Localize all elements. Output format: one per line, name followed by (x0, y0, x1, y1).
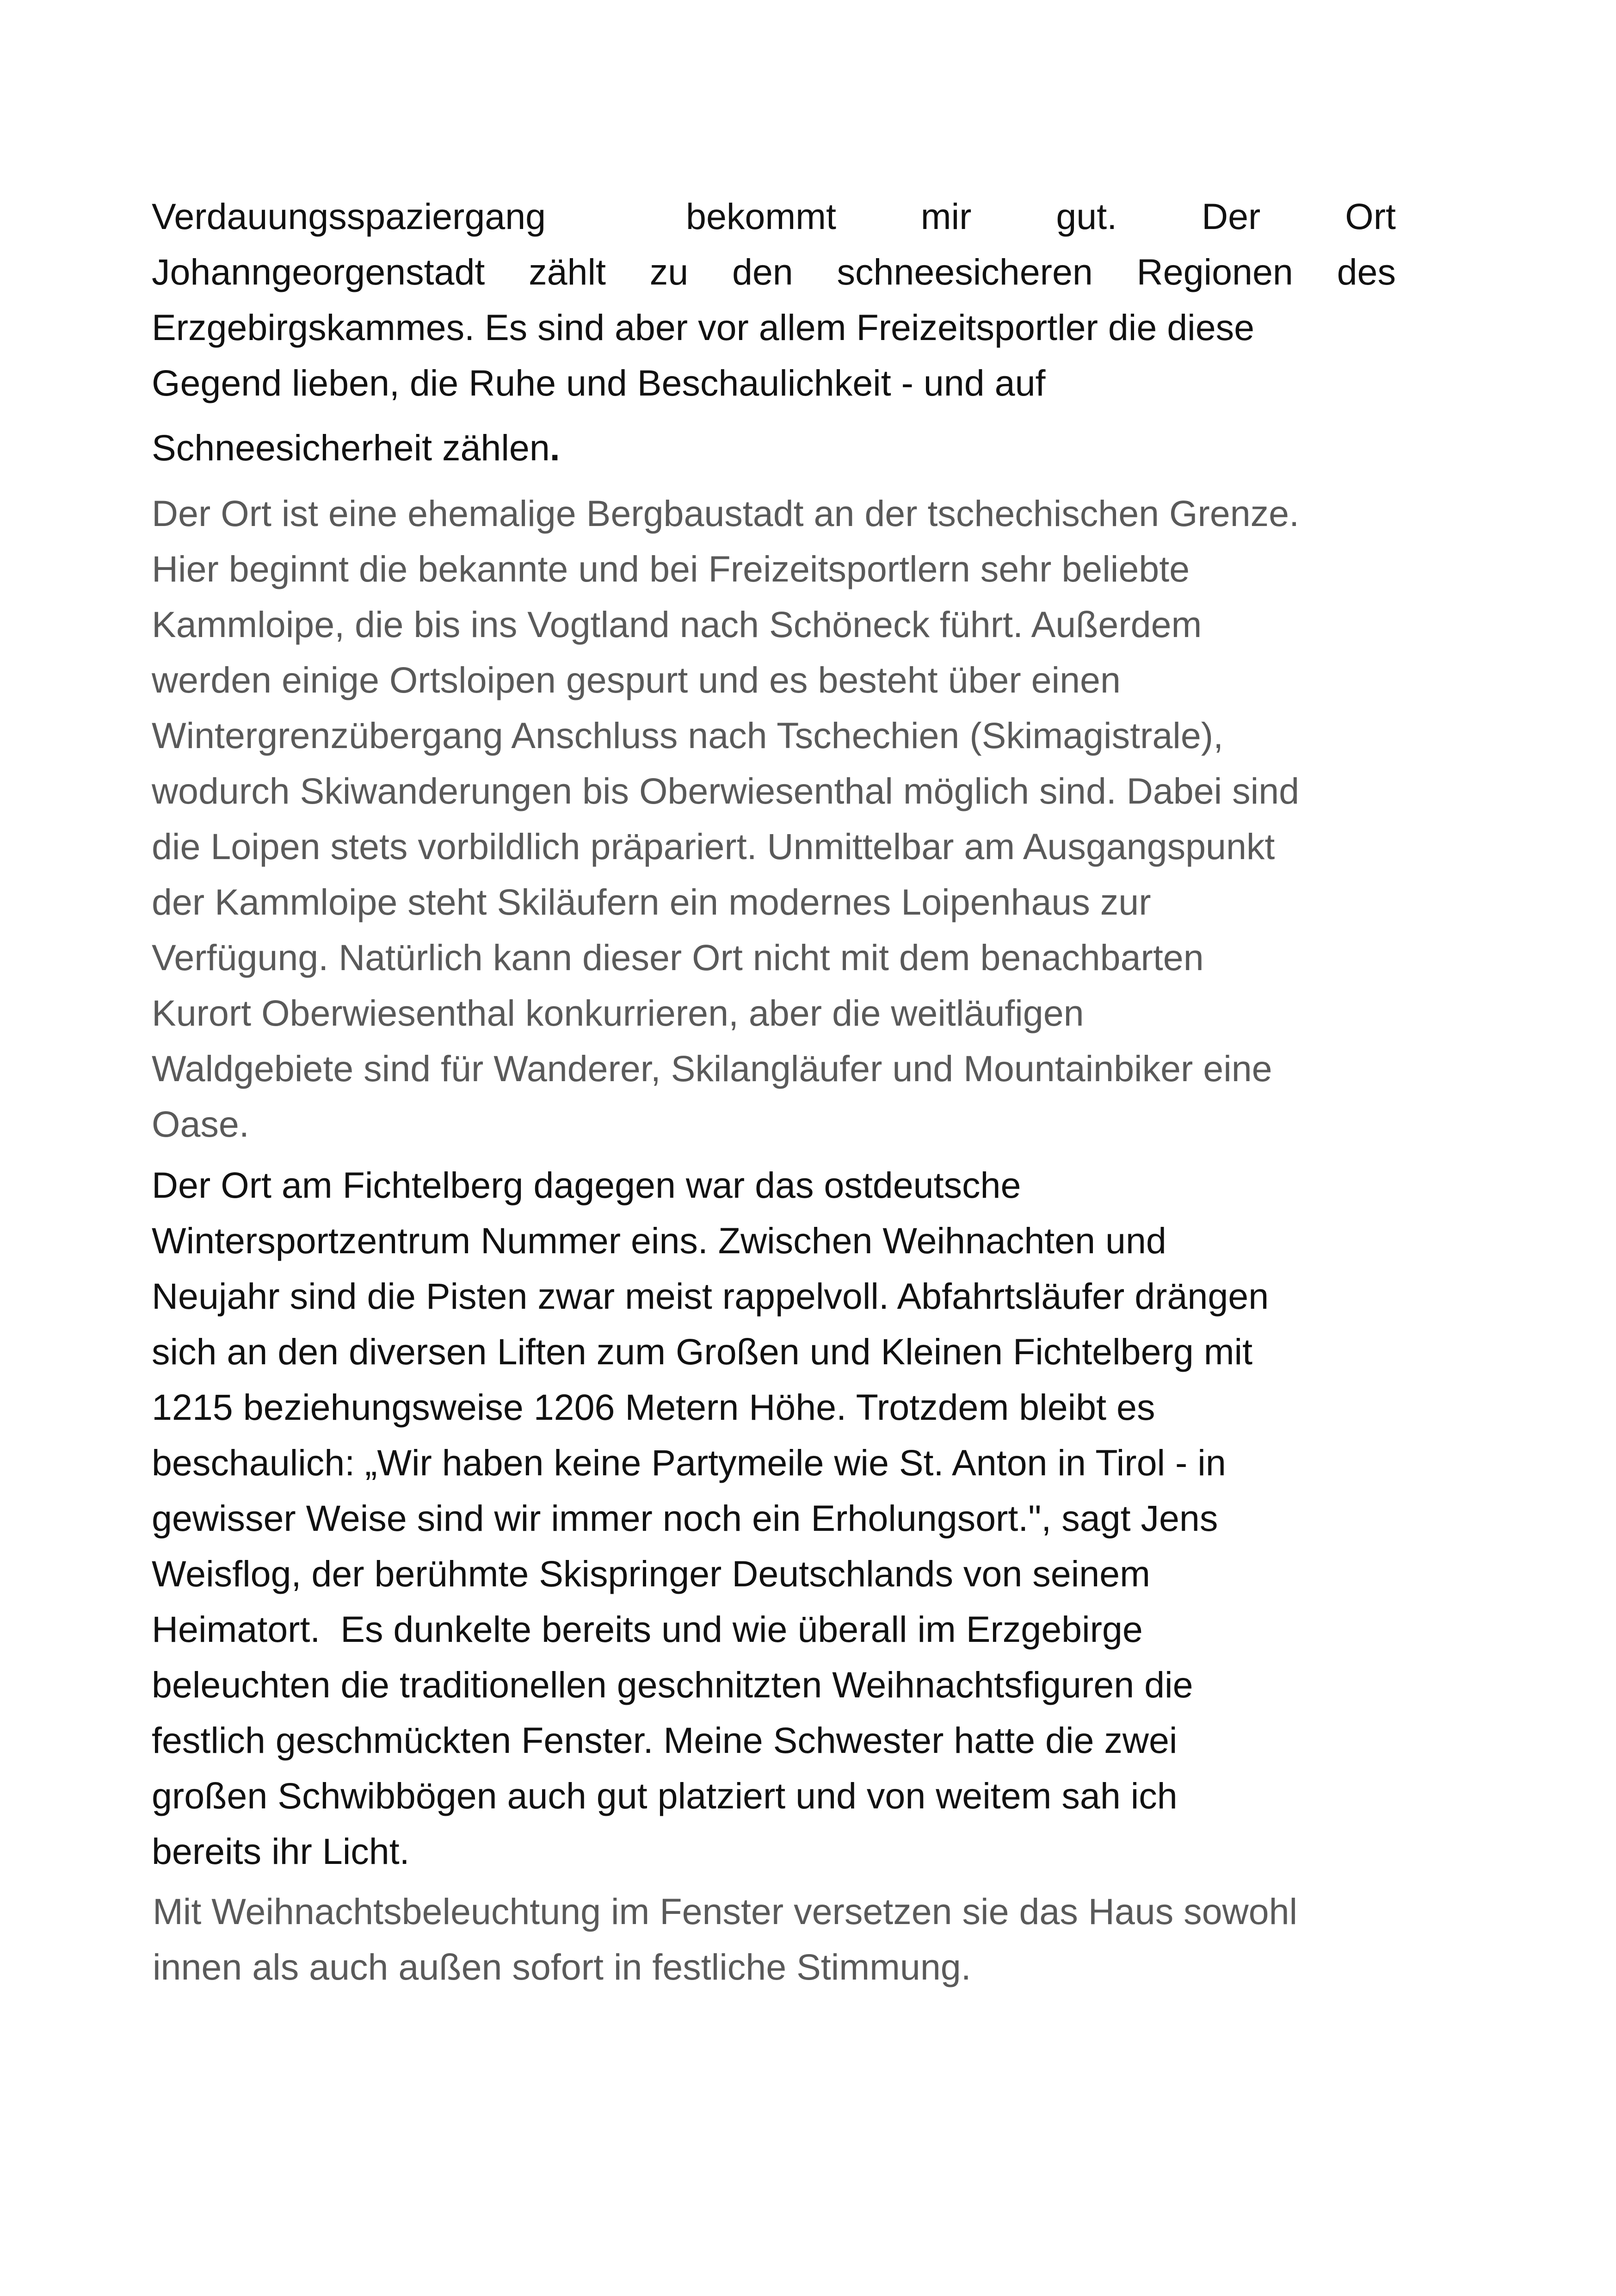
paragraph-2-line: die Loipen stets vorbildlich präpariert. Unmittelbar am Ausgangspunkt (152, 826, 1275, 867)
paragraph-2 (152, 486, 1442, 1152)
paragraph-1-line-1 (152, 189, 1396, 244)
word: den (732, 251, 793, 292)
word: Ort (1345, 196, 1396, 237)
word: Der (1202, 196, 1261, 237)
word: bekommt (686, 196, 836, 237)
paragraph-2-line: Hier beginnt die bekannte und bei Freizeitsportlern sehr beliebte (152, 548, 1190, 589)
word: mir (920, 196, 972, 237)
word: zählt (529, 251, 606, 292)
paragraph-1-line-5 (152, 415, 1442, 480)
paragraph-1 (152, 189, 1442, 480)
paragraph-3-line: festlich geschmückten Fenster. Meine Schwester hatte die zwei (152, 1720, 1178, 1761)
paragraph-3-line: Weisflog, der berühmte Skispringer Deutschlands von seinem (152, 1553, 1150, 1594)
word: Johanngeorgenstadt (152, 251, 485, 292)
paragraph-2-line: der Kammloipe steht Skiläufern ein modernes Loipenhaus zur (152, 881, 1151, 922)
paragraph-2-line: Kammloipe, die bis ins Vogtland nach Schöneck führt. Außerdem (152, 604, 1202, 645)
paragraph-1-line-3: Erzgebirgskammes. Es sind aber vor allem Freizeitsportler die diese (152, 307, 1255, 348)
paragraph-2-line: Waldgebiete sind für Wanderer, Skilangläufer und Mountainbiker eine (152, 1048, 1272, 1089)
paragraph-4-line: Mit Weihnachtsbeleuchtung im Fenster versetzen sie das Haus sowohl (153, 1891, 1298, 1932)
word: Verdauungsspaziergang (152, 196, 546, 237)
word: Regionen (1136, 251, 1293, 292)
paragraph-3-line: gewisser Weise sind wir immer noch ein Erholungsort.", sagt Jens (152, 1498, 1218, 1539)
paragraph-3-line: beschaulich: „Wir haben keine Partymeile wie St. Anton in Tirol - in (152, 1442, 1226, 1483)
paragraph-3-line: Der Ort am Fichtelberg dagegen war das ostdeutsche (152, 1164, 1021, 1206)
paragraph-4-line: innen als auch außen sofort in festliche Stimmung. (153, 1946, 971, 1987)
paragraph-3-line: Neujahr sind die Pisten zwar meist rappelvoll. Abfahrtsläufer drängen (152, 1275, 1269, 1317)
line-end-period: . (549, 427, 560, 468)
paragraph-2-line: Kurort Oberwiesenthal konkurrieren, aber die weitläufigen (152, 992, 1084, 1034)
paragraph-1-line-4: Gegend lieben, die Ruhe und Beschaulichkeit - und auf (152, 362, 1046, 403)
paragraph-2-line: Der Ort ist eine ehemalige Bergbaustadt an der tschechischen Grenze. (152, 493, 1300, 534)
paragraph-2-line: werden einige Ortsloipen gespurt und es besteht über einen (152, 659, 1121, 700)
paragraph-3-line: 1215 beziehungsweise 1206 Metern Höhe. Trotzdem bleibt es (152, 1386, 1155, 1428)
paragraph-2-line: Wintergrenzübergang Anschluss nach Tschechien (Skimagistrale), (152, 715, 1224, 756)
paragraph-3-line: bereits ihr Licht. (152, 1831, 410, 1872)
paragraph-2-line: Oase. (152, 1103, 249, 1145)
word: gut. (1056, 196, 1117, 237)
word: des (1337, 251, 1396, 292)
line-text: Schneesicherheit zählen (152, 427, 550, 468)
document-body (152, 189, 1442, 1995)
paragraph-3-line: Wintersportzentrum Nummer eins. Zwischen Weihnachten und (152, 1220, 1166, 1261)
paragraph-1-line-2 (152, 244, 1396, 300)
paragraph-3-line: großen Schwibbögen auch gut platziert und von weitem sah ich (152, 1775, 1178, 1816)
paragraph-4 (152, 1884, 1442, 1995)
word: zu (649, 251, 689, 292)
paragraph-3-line: sich an den diversen Liften zum Großen und Kleinen Fichtelberg mit (152, 1331, 1253, 1372)
paragraph-2-line: Verfügung. Natürlich kann dieser Ort nicht mit dem benachbarten (152, 937, 1204, 978)
word: schneesicheren (837, 251, 1093, 292)
paragraph-3-line: Heimatort. Es dunkelte bereits und wie überall im Erzgebirge (152, 1609, 1143, 1650)
paragraph-3 (152, 1157, 1442, 1879)
paragraph-2-line: wodurch Skiwanderungen bis Oberwiesenthal möglich sind. Dabei sind (152, 770, 1300, 811)
paragraph-3-line: beleuchten die traditionellen geschnitzten Weihnachtsfiguren die (152, 1664, 1193, 1705)
